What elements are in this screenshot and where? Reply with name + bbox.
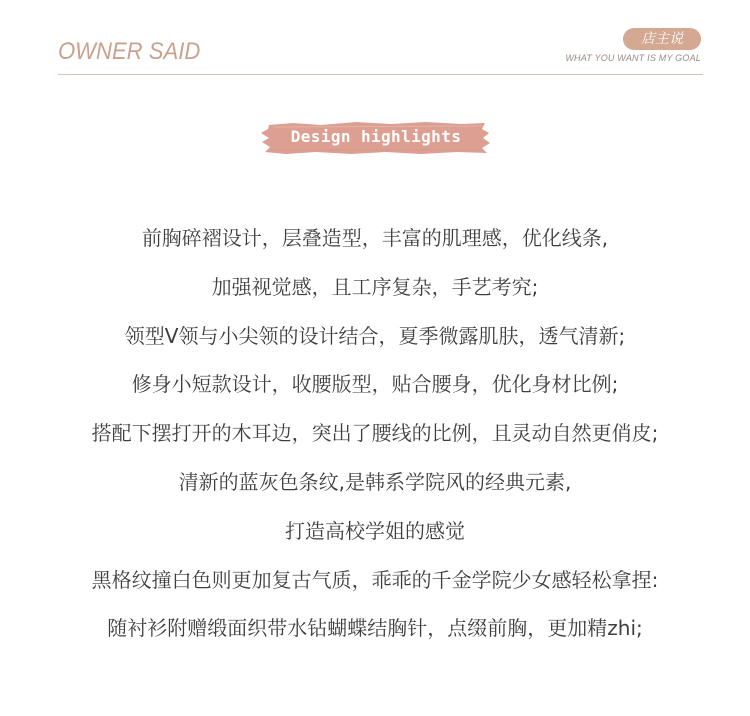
description-line: 搭配下摆打开的木耳边，突出了腰线的比例，且灵动自然更俏皮; xyxy=(91,421,659,446)
description-line: 清新的蓝灰色条纹,是韩系学院风的经典元素, xyxy=(178,469,572,494)
description-line: 随衬衫附赠缎面织带水钻蝴蝶结胸针，点缀前胸，更加精zhi; xyxy=(107,616,643,641)
slogan: WHAT YOU WANT IS MY GOAL xyxy=(565,53,701,63)
description-line: 前胸碎褶设计，层叠造型，丰富的肌理感，优化线条, xyxy=(141,226,609,250)
shop-owner-badge: 店主说 xyxy=(623,28,701,50)
description-line: 修身小短款设计，收腰版型，贴合腰身，优化身材比例; xyxy=(131,372,619,397)
description-line: 领型V领与小尖领的设计结合，夏季微露肌肤，透气清新; xyxy=(124,323,626,348)
design-highlights-heading: Design highlights xyxy=(290,127,462,146)
description-line: 加强视觉感，且工序复杂，手艺考究; xyxy=(211,274,539,299)
description-line: 打造高校学姐的感觉 xyxy=(285,518,465,543)
owner-said-title: OWNER SAID xyxy=(58,38,201,65)
design-highlights-banner xyxy=(261,121,491,155)
description-line: 黑格纹撞白色则更加复古气质，乖乖的千金学院少女感轻松拿捏: xyxy=(91,567,659,592)
description-block xyxy=(0,218,750,657)
header-divider xyxy=(58,74,703,75)
header xyxy=(58,31,703,78)
